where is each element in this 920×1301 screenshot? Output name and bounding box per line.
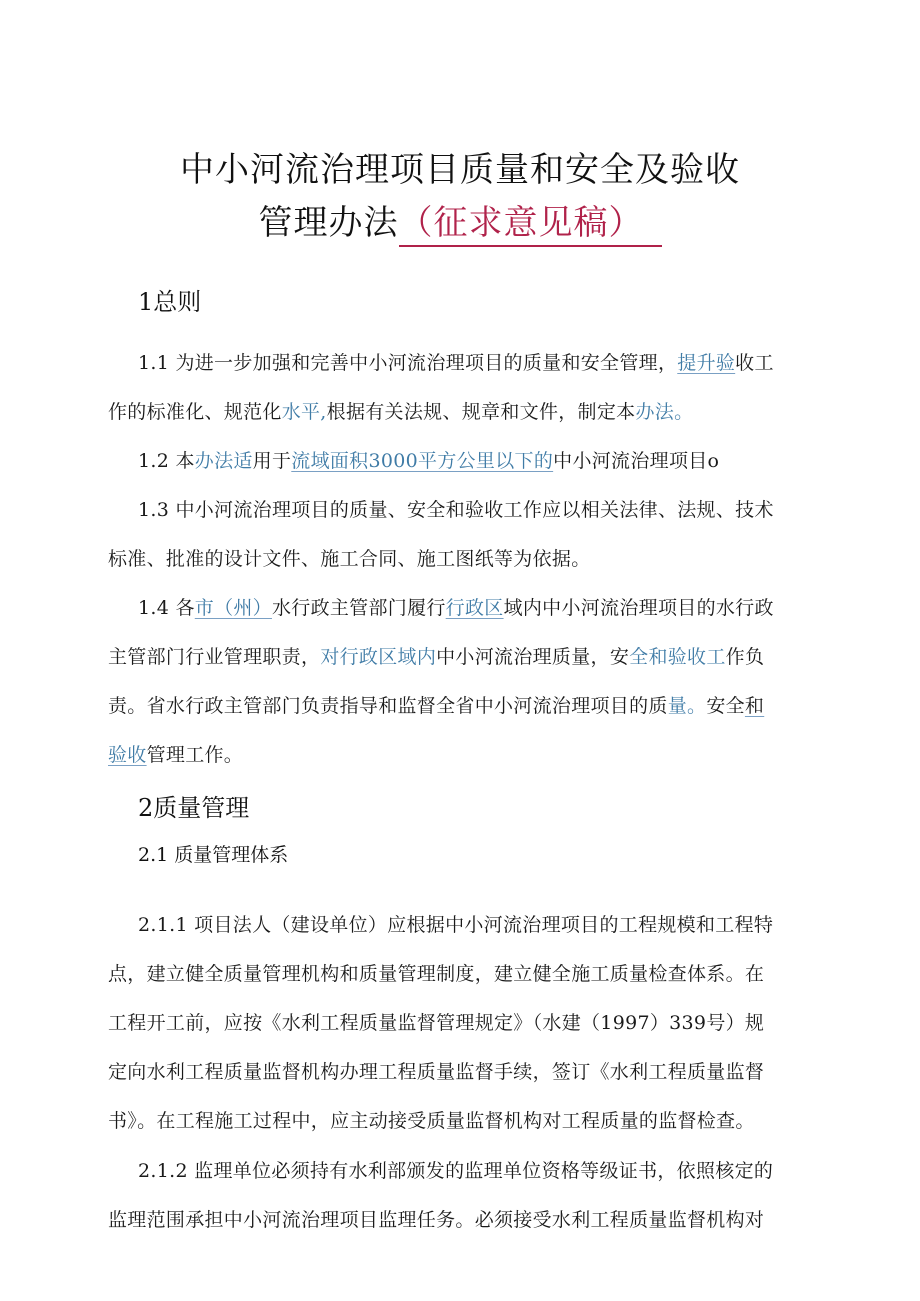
paragraph-1-4-line-3: 责。省水行政主管部门负责指导和监督全省中小河流治理项目的质量。安全和	[108, 695, 765, 717]
paragraph-2-1-2-line-1: 2.1.2 监理单位必须持有水利部颁发的监理单位资格等级证书，依照核定的	[138, 1160, 774, 1182]
paragraph-1-1-line-2: 作的标准化、规范化水平,根据有关法规、规章和文件，制定本办法。	[108, 401, 694, 423]
paragraph-1-3-line-1: 1.3 中小河流治理项目的质量、安全和验收工作应以相关法律、法规、技术	[138, 499, 774, 521]
paragraph-2-1-1-line-2: 点，建立健全质量管理机构和质量管理制度，建立健全施工质量检查体系。在	[108, 963, 765, 985]
paragraph-2-1-2-line-2: 监理范围承担中小河流治理项目监理任务。必须接受水利工程质量监督机构对	[108, 1209, 765, 1231]
paragraph-2-1-1-line-1: 2.1.1 项目法人（建设单位）应根据中小河流治理项目的工程规模和工程特	[138, 914, 774, 936]
subsection-heading-2-1: 2.1 质量管理体系	[138, 844, 289, 866]
section-heading-2: 2质量管理	[138, 794, 250, 822]
title-main: 管理办法	[258, 203, 399, 243]
document-title-line2	[0, 195, 920, 244]
paragraph-2-1-1-line-5: 书》。在工程施工过程中，应主动接受质量监督机构对工程质量的监督检查。	[108, 1110, 755, 1132]
paragraph-1-2: 1.2 本办法适用于流域面积3000平方公里以下的中小河流治理项目o	[138, 450, 720, 472]
document-title-line1: 中小河流治理项目质量和安全及验收	[180, 150, 740, 190]
link-text: 提升验	[677, 352, 736, 374]
paragraph-2-1-1-line-3: 工程开工前，应按《水利工程质量监督管理规定》（水建（1997）339号）规	[108, 1012, 765, 1034]
paragraph-2-1-1-line-4: 定向水利工程质量监督机构办理工程质量监督手续，签订《水利工程质量监督	[108, 1061, 765, 1083]
paragraph-1-4-line-1: 1.4 各市（州）水行政主管部门履行行政区域内中小河流治理项目的水行政	[138, 597, 774, 619]
paragraph-1-4-line-4: 验收管理工作。	[108, 744, 244, 766]
paragraph-1-1-line-1: 1.1 为进一步加强和完善中小河流治理项目的质量和安全管理，提升验收工	[138, 352, 774, 374]
paragraph-1-4-line-2: 主管部门行业管理职责，对行政区域内中小河流治理质量，安全和验收工作负	[108, 646, 765, 668]
title-draft-label: （征求意见稿）	[399, 203, 662, 247]
section-heading-1: 1总则	[138, 288, 202, 316]
link-text: 流域面积3000平方公里以下的	[291, 450, 554, 472]
paragraph-1-3-line-2: 标准、批准的设计文件、施工合同、施工图纸等为依据。	[108, 548, 591, 570]
